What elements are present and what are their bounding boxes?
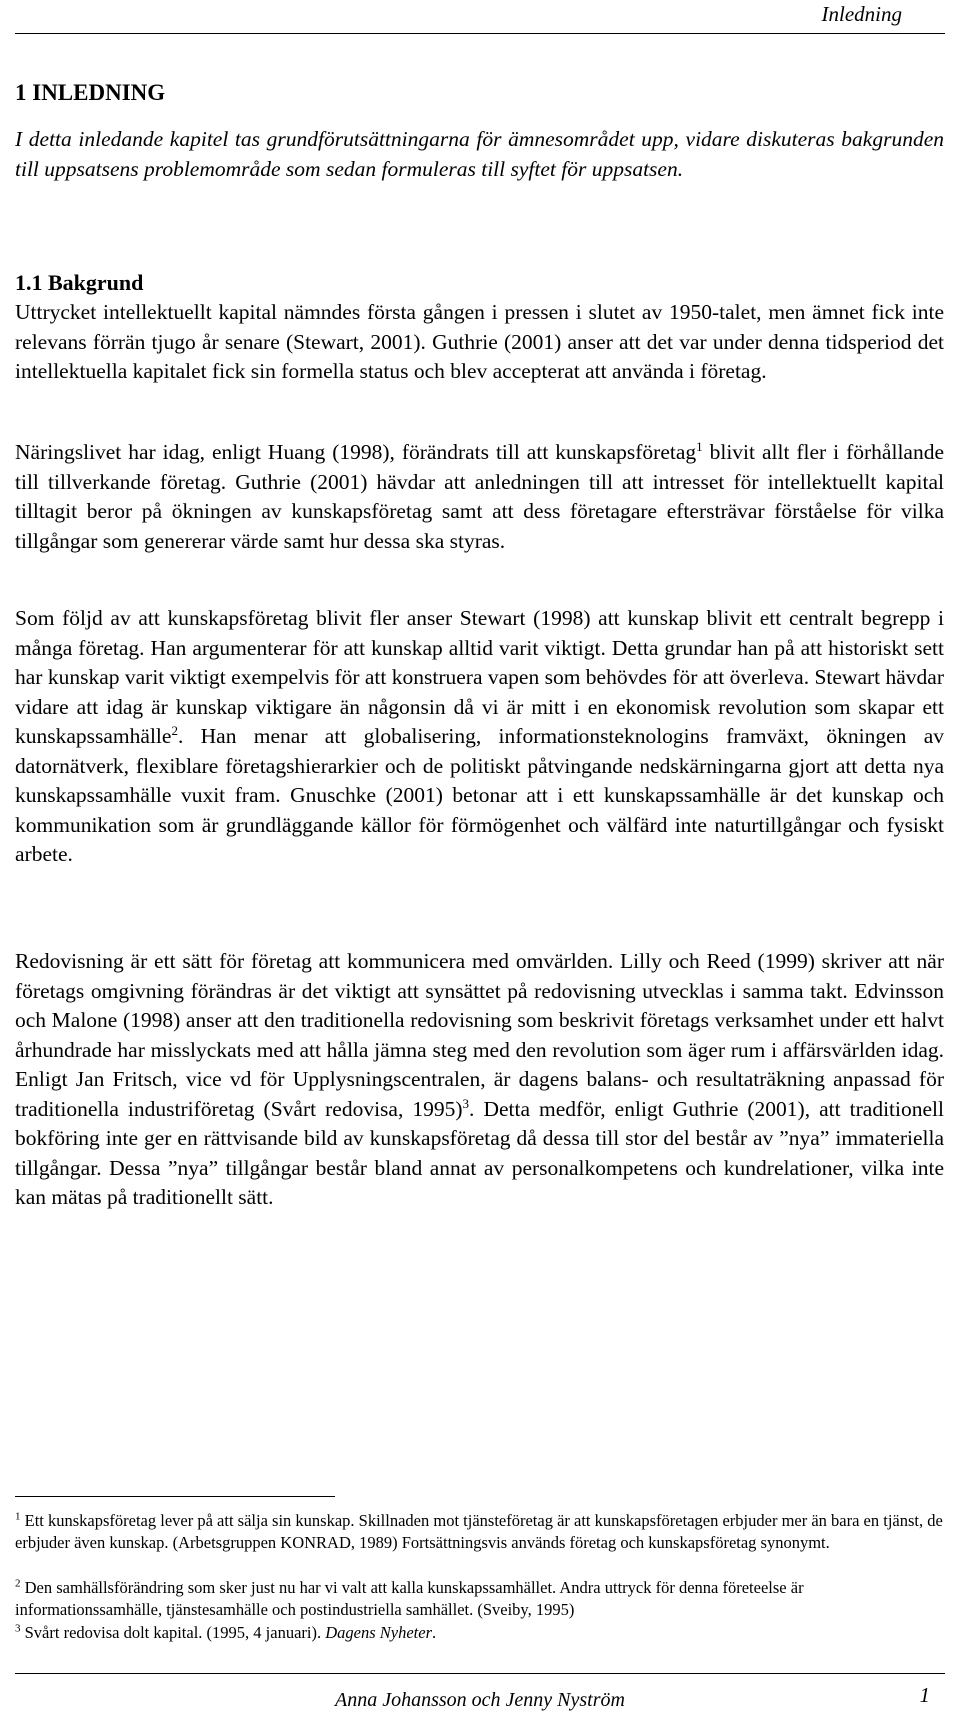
- paragraph-4: [15, 947, 944, 1213]
- paragraph-4-part-2: . Detta medför, enligt Guthrie (2001), att traditionell bokföring inte ger en rättvisande bild av kunskapsföretag då dessa till stor del består av ”nya” immateriella tillgångar. Dessa ”nya” tillgångar består bland annat av personalkompetens och kundrelationer, vilka inte kan mätas på traditionellt sätt.: [15, 1096, 944, 1209]
- footnote-3-number: 3: [15, 1622, 21, 1635]
- footnote-1: [15, 1510, 944, 1553]
- footnote-separator: [15, 1496, 335, 1497]
- footer-authors: Anna Johansson och Jenny Nyström: [335, 1689, 625, 1711]
- chapter-intro: I detta inledande kapitel tas grundförutsättningarna för ämnesområdet upp, vidare diskuteras bakgrunden till uppsatsens problemområde som sedan formuleras till syftet för uppsatsen.: [15, 127, 944, 181]
- footnote-ref-3: 3: [462, 1095, 470, 1111]
- header-divider: [15, 33, 945, 34]
- page-number: 1: [919, 1683, 930, 1707]
- section-heading: 1.1 Bakgrund: [15, 270, 144, 295]
- footnote-2: [15, 1577, 944, 1620]
- footer-divider: [15, 1673, 945, 1674]
- chapter-heading: 1 INLEDNING: [15, 80, 166, 105]
- footnote-3-source: Dagens Nyheter: [325, 1623, 432, 1642]
- paragraph-3: [15, 604, 944, 870]
- footnote-ref-2: 2: [171, 722, 178, 738]
- running-header-title: Inledning: [821, 2, 902, 26]
- paragraph-3-part-1: Som följd av att kunskapsföretag blivit fler anser Stewart (1998) att kunskap blivit ett centralt begrepp i många företag. Han argumenterar för att kunskap alltid varit viktigt. Detta grundar han på att historiskt sett har kunskap varit viktigt exempelvis för att konstruera vapen som behövdes för att överleva. Stewart hävdar vidare att idag är kunskap viktigare än någonsin då vi är mitt i en ekonomisk revolution som skapar ett kunskapssamhälle: [15, 606, 944, 748]
- paragraph-1: Uttrycket intellektuellt kapital nämndes första gången i pressen i slutet av 1950-talet, men ämnet fick inte relevans förrän tjugo år senare (Stewart, 2001). Guthrie (2001) anser att det var under denna tidsperiod det intellektuella kapitalet fick sin formella status och blev accepterat att använda i företag.: [15, 300, 944, 383]
- paragraph-4-part-1: Redovisning är ett sätt för företag att kommunicera med omvärlden. Lilly och Reed (1999) skriver att när företags omgivning förändras är det viktigt att synsättet på redovisning utvecklas i samma takt. Edvinsson och Malone (1998) anser att den traditionella redovisning som beskrivit företags verksamhet under ett halvt århundrade har misslyckats med att hålla jämna steg med den revolution som äger rum i affärsvärlden idag. Enligt Jan Fritsch, vice vd för Upplysningscentralen, är dagens balans- och resultaträkning anpassad för traditionella industriföretag (Svårt redovisa, 1995): [15, 949, 944, 1121]
- paragraph-2-part-1: Näringslivet har idag, enligt Huang (1998), förändrats till att kunskapsföretag: [15, 440, 697, 464]
- footnote-1-text: Ett kunskapsföretag lever på att sälja sin kunskap. Skillnaden mot tjänsteföretag är att kunskapsföretagen erbjuder mer än bara en tjänst, de erbjuder även kunskap. (Arbetsgruppen KONRAD, 1989) Fortsättningsvis används företag och kunskapsföretag synonymt.: [15, 1511, 943, 1552]
- footnote-3: [15, 1622, 944, 1644]
- footnote-1-number: 1: [15, 1510, 21, 1523]
- footnote-2-text: Den samhällsförändring som sker just nu har vi valt att kalla kunskapssamhället. Andra uttryck för denna företeelse är informationssamhälle, tjänstesamhälle och postindustriella samhället. (Sveiby, 1995): [15, 1578, 804, 1619]
- footnote-ref-1: 1: [696, 438, 703, 454]
- paragraph-3-part-2: . Han menar att globalisering, informationsteknologins framväxt, ökningen av datornätverk, flexiblare företagshierarkier och de politiskt påtvingande nedskärningarna gjort att detta nya kunskapssamhälle vuxit fram. Gnuschke (2001) betonar att i ett kunskapssamhälle är det kunskap och kommunikation som är grundläggande källor för förmögenhet och välfärd inte naturtillgångar och fysiskt arbete.: [15, 724, 944, 866]
- footnote-3-end: .: [432, 1623, 437, 1642]
- footnote-2-number: 2: [15, 1577, 21, 1590]
- paragraph-2-part-2: blivit allt fler i förhållande till tillverkande företag. Guthrie (2001) hävdar att anledningen till att intresset för intellektuellt kapital tilltagit beror på ökningen av kunskapsföretag samt att dess företagare eftersträvar förståelse för vilka tillgångar som genererar värde samt hur dessa ska styras.: [15, 440, 944, 553]
- paragraph-2: [15, 438, 944, 556]
- footnote-3-text: Svårt redovisa dolt kapital. (1995, 4 januari).: [20, 1623, 326, 1642]
